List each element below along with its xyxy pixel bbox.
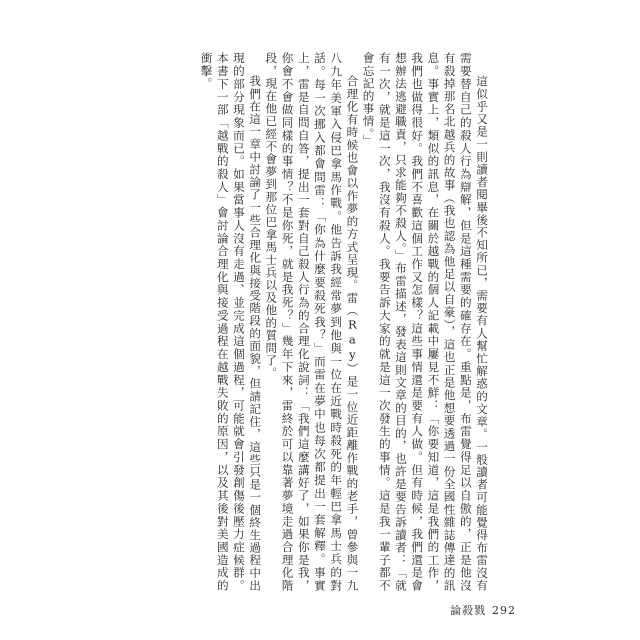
running-title: 論殺戮 — [450, 604, 486, 617]
paragraph-3: 我們在這一章中討論了一些合理化與接受階段的面貌，但請記住，這些只是一個終生過程中出現的部分現象而已。如果當事人沒有走過、並完成這個過程，可能就會引發創傷後壓力症候群。本書下一部「越戰的殺人」會討論合理化與接受過程在越戰失敗的原因，以及其後對美國造成的衝擊。 — [199, 52, 263, 592]
body-text — [198, 52, 490, 592]
paragraph-2: 合理化有時候也會以作夢的方式呈現。雷（Ray）是一位近距離作戰的老手，曾參與一九八九年美軍入侵巴拿馬作戰。他告訴我經常夢到他與一位在近戰時殺死的年輕巴拿馬士兵的對話。每一次挪入都會問雷：「你為什麼要殺死我？」而雷在夢中也每次都提出一套解釋。事實上，雷是自問自答，提出一套對自己殺人行為的合理化說詞：「我們這麼講好了，如果你是我，你會不會做同樣的事情？不是你死，就是我死？」幾年下來，雷終於可以靠著夢境走過合理化階段，現在他已經不會夢到那位巴拿馬士兵以及他的質問了。 — [264, 52, 360, 592]
page-number: 292 — [492, 604, 516, 617]
paragraph-1: 這似乎又是一則讀者閱畢後不知所已，需要有人幫忙解惑的文章。一般讀者可能覺得布雷沒有需要替自己的殺人行為辯解，但是這種需要的確存在。重點是，布雷覺得足以自傲的，正是他沒有殺掉那名北越兵的故事（我也認為他足以自豪），這也正是他想要透過一份全國性雜誌傳達的訊息。事實上，類似的訊息，在關於越戰的個人記載中屢見不鮮：「你要知道，這是我們的工作，我們也做得很好。我們不喜歡這個工作又怎樣？這些事情還是要有人做。但有時候，我們還是會想辦法逃避職責，只求能夠不殺人。」布雷描述，發表這則文章的目的，也許是要告訴讀者：「就有一次，就是這一次，我沒有殺人。我要告訴大家的就是這一次發生的事情。這是我一輩子都不會忘記的事情。」 — [361, 52, 489, 592]
page-footer — [450, 602, 516, 618]
